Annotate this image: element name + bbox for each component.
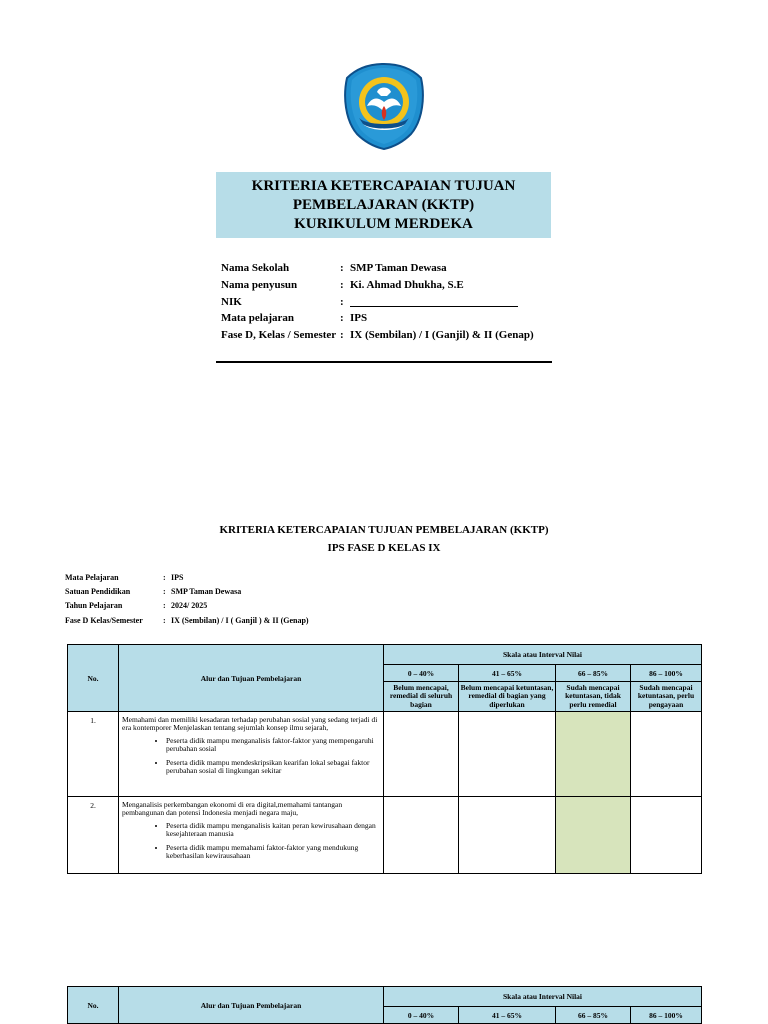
info-row-school: Nama Sekolah : SMP Taman Dewasa (221, 260, 534, 277)
cover-title-box (216, 172, 551, 238)
score-cell[interactable] (631, 797, 702, 874)
desc-4: Sudah mencapai ketuntasan, perlu pengayaan (631, 682, 702, 712)
cover-title-line-1: KRITERIA KETERCAPAIAN TUJUAN (251, 178, 516, 194)
info-label: Mata pelajaran (221, 312, 295, 325)
desc-1: Belum mencapai, remedial di seluruh bagian (384, 682, 459, 712)
range-66-85: 66 – 85% (556, 1007, 631, 1024)
meta-label: Mata Pelajaran (65, 573, 119, 582)
tut-wuri-handayani-logo (341, 62, 427, 150)
table-row (68, 797, 702, 874)
range-41-65: 41 – 65% (459, 1007, 556, 1024)
meta-value: IX (Sembilan) / I ( Ganjil ) & II (Genap) (171, 615, 309, 625)
info-label: NIK (221, 295, 242, 308)
kktp-table-continued (67, 986, 702, 1024)
row-number: 1. (68, 712, 119, 797)
meta-label: Tahun Pelajaran (65, 601, 123, 611)
kktp-heading-1: KRITERIA KETERCAPAIAN TUJUAN PEMBELAJARAN (KKTP) (219, 524, 549, 536)
info-row-subject: Mata pelajaran : IPS (221, 310, 534, 327)
row-text: Memahami dan memiliki kesadaran terhadap perubahan sosial yang sedang terjadi di era kontemporer Menjelaskan tentang sejumlah konsep ilmu sejarah, (122, 715, 378, 733)
score-cell[interactable] (631, 712, 702, 797)
range-66-85: 66 – 85% (556, 665, 631, 682)
score-cell[interactable] (384, 712, 459, 797)
meta-value: 2024/ 2025 (171, 601, 208, 611)
bullet-item: • Peserta didik mampu mendeskripsikan kearifan lokal sebagai faktor perubahan sosial di lingkungan sekitar (166, 759, 380, 776)
bullet-item: • Peserta didik mampu memahami faktor-faktor yang mendukung keberhasilan kewirausahaan (166, 844, 380, 861)
header-no: No. (68, 645, 119, 712)
header-scale: Skala atau Interval Nilai (384, 645, 702, 665)
header-alur: Alur dan Tujuan Pembelajaran (119, 987, 384, 1024)
score-cell[interactable] (384, 797, 459, 874)
cover-title-line-2: PEMBELAJARAN (KKTP) (292, 197, 475, 213)
info-label: Fase D, Kelas / Semester (221, 329, 337, 342)
kktp-table (67, 644, 702, 874)
header-scale: Skala atau Interval Nilai (384, 987, 702, 1007)
range-86-100: 86 – 100% (631, 1007, 702, 1024)
meta-row: Tahun Pelajaran : 2024/ 2025 (65, 599, 309, 613)
nik-blank-line (350, 294, 518, 307)
kktp-heading-2: IPS FASE D KELAS IX (327, 542, 441, 554)
meta-value: IPS (171, 573, 184, 582)
desc-3: Sudah mencapai ketuntasan, tidak perlu remedial (556, 682, 631, 712)
range-0-40: 0 – 40% (384, 1007, 459, 1024)
header-no: No. (68, 987, 119, 1024)
meta-label: Satuan Pendidikan (65, 587, 131, 597)
score-cell[interactable] (459, 712, 556, 797)
info-row-phase: Fase D, Kelas / Semester : IX (Sembilan) / I (Ganjil) & II (Genap) (221, 327, 534, 344)
document-meta (65, 571, 309, 628)
info-value: SMP Taman Dewasa (350, 262, 447, 274)
info-row-author: Nama penyusun : Ki. Ahmad Dhukha, S.E (221, 277, 534, 294)
meta-label: Fase D Kelas/Semester (65, 615, 143, 625)
header-alur: Alur dan Tujuan Pembelajaran (119, 645, 384, 712)
row-bullets (122, 737, 380, 776)
row-content (119, 797, 384, 874)
range-0-40: 0 – 40% (384, 665, 459, 682)
info-label: Nama penyusun (221, 278, 298, 291)
cover-divider (216, 361, 552, 363)
info-value: IX (Sembilan) / I (Ganjil) & II (Genap) (350, 329, 534, 342)
bullet-item: • Peserta didik mampu menganalisis kaitan peran kewirusahaan dengan kesejahteraan manusia (166, 822, 380, 839)
bullet-item: • Peserta didik mampu menganalisis faktor-faktor yang mempengaruhi perubahan sosial (166, 737, 380, 754)
info-value: Ki. Ahmad Dhukha, S.E (350, 278, 464, 291)
info-row-nik: NIK : (221, 294, 534, 311)
meta-row: Mata Pelajaran : IPS (65, 571, 309, 585)
range-41-65: 41 – 65% (459, 665, 556, 682)
desc-2: Belum mencapai ketuntasan, remedial di bagian yang diperlukan (459, 682, 556, 712)
table-row (68, 712, 702, 797)
score-cell[interactable] (556, 712, 631, 797)
row-bullets (122, 822, 380, 861)
cover-info (221, 260, 534, 344)
info-value: IPS (350, 312, 368, 325)
cover-title-line-3: KURIKULUM MERDEKA (294, 216, 473, 232)
row-content (119, 712, 384, 797)
meta-row: Fase D Kelas/Semester : IX (Sembilan) / I ( Ganjil ) & II (Genap) (65, 614, 309, 628)
meta-row: Satuan Pendidikan : SMP Taman Dewasa (65, 585, 309, 599)
score-cell[interactable] (459, 797, 556, 874)
row-text: Menganalisis perkembangan ekonomi di era digital,memahami tantangan pembangunan dan potensi Indonesia menjadi negara maju, (122, 800, 343, 818)
info-label: Nama Sekolah (221, 262, 290, 274)
score-cell[interactable] (556, 797, 631, 874)
meta-value: SMP Taman Dewasa (171, 587, 242, 597)
range-86-100: 86 – 100% (631, 665, 702, 682)
row-number: 2. (68, 797, 119, 874)
